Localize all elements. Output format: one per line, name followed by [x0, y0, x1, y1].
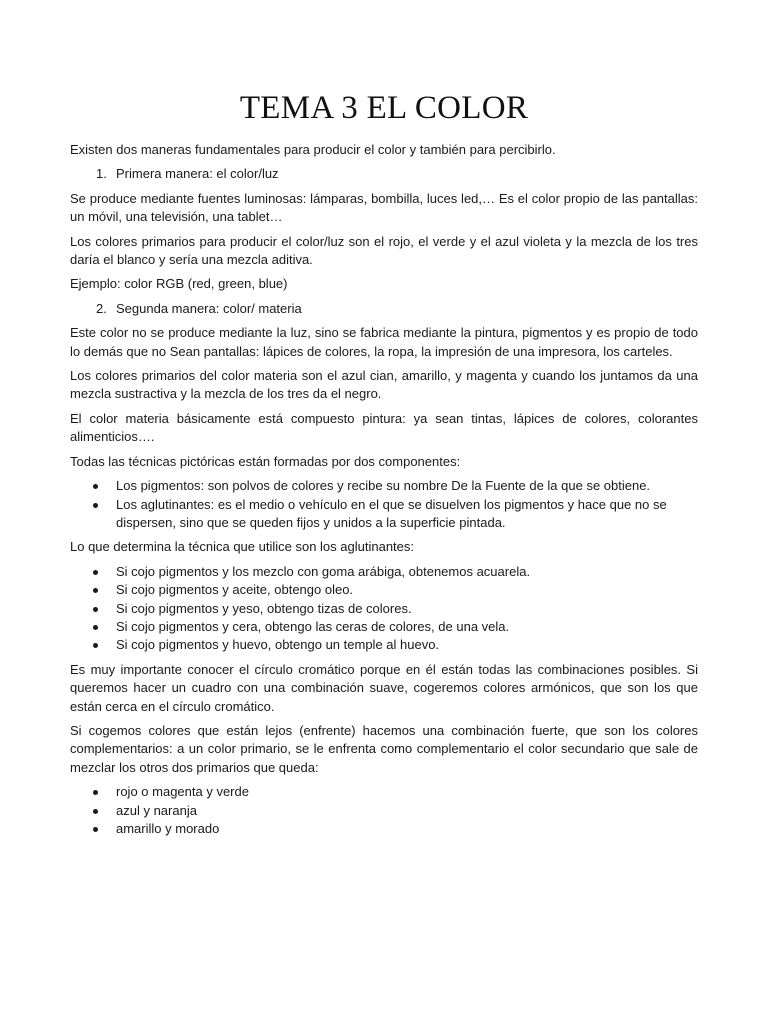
paragraph: Lo que determina la técnica que utilice son los aglutinantes:	[70, 539, 414, 555]
list-item-text: Si cojo pigmentos y aceite, obtengo oleo.	[116, 582, 354, 598]
bullet-list-item	[70, 783, 698, 801]
bullet-icon	[93, 625, 98, 630]
paragraph: Este color no se produce mediante la luz, sino se fabrica mediante la pintura, pigmentos y es propio de todo lo demás que no Sean pantallas: lápices de colores, la ropa, la impresión de una impresora, los carteles.	[70, 325, 698, 359]
paragraph: Los colores primarios para producir el color/luz son el rojo, el verde y el azul violeta y la mezcla de los tres daría el blanco y sería una mezcla aditiva.	[70, 233, 698, 268]
bullet-icon	[93, 643, 98, 648]
numbered-list-item	[70, 165, 698, 183]
numbered-list-item	[70, 300, 698, 318]
paragraph: Se produce mediante fuentes luminosas: lámparas, bombilla, luces led,… Es el color propio de las pantallas: un móvil, una televisión, una tablet…	[70, 190, 698, 225]
bullet-icon	[93, 570, 98, 575]
bullet-list-item	[70, 581, 698, 599]
list-item-text: amarillo y morado	[116, 821, 220, 836]
paragraph: Los colores primarios del color materia son el azul cian, amarillo, y magenta y cuando los juntamos da una mezcla sustractiva y la mezcla de los tres da el negro.	[70, 368, 698, 402]
document-title: TEMA 3 EL COLOR	[239, 90, 529, 126]
bullet-list-item	[70, 636, 698, 654]
bullet-list-item	[70, 802, 698, 820]
bullet-icon	[93, 588, 98, 593]
bullet-icon	[93, 503, 98, 508]
list-item-text: Si cojo pigmentos y los mezclo con goma arábiga, obtenemos acuarela.	[116, 563, 531, 579]
bullet-icon	[93, 827, 98, 832]
paragraph: Ejemplo: color RGB (red, green, blue)	[70, 276, 288, 292]
paragraph: Todas las técnicas pictóricas están formadas por dos componentes:	[70, 453, 461, 469]
list-number: 1.	[96, 166, 107, 182]
bullet-list	[70, 477, 698, 532]
paragraph: Si cogemos colores que están lejos (enfrente) hacemos una combinación fuerte, que son los colores complementarios: a un color primario, se le enfrenta como complementario el color secundario que sale de mezclar los otros dos primarios que queda:	[70, 722, 698, 775]
bullet-icon	[93, 809, 98, 814]
list-item-text: Los pigmentos: son polvos de colores y recibe su nombre De la Fuente de la que se obtiene.	[116, 478, 651, 494]
list-item-text: rojo o magenta y verde	[116, 784, 249, 800]
bullet-list-item	[70, 563, 698, 581]
bullet-list-item	[70, 477, 698, 495]
bullet-icon	[93, 607, 98, 612]
paragraph: Existen dos maneras fundamentales para producir el color y también para percibirlo.	[70, 142, 556, 157]
list-item-text: Si cojo pigmentos y huevo, obtengo un temple al huevo.	[116, 637, 440, 653]
paragraph: Es muy importante conocer el círculo cromático porque en él están todas las combinaciones posibles. Si queremos hacer un cuadro con una combinación suave, cogeremos colores armónicos, que son los que están cerca en el círculo cromático.	[70, 661, 698, 714]
list-item-text: Primera manera: el color/luz	[116, 166, 279, 182]
list-item-text: azul y naranja	[116, 802, 197, 818]
bullet-list-item	[70, 496, 698, 533]
list-item-text: Si cojo pigmentos y yeso, obtengo tizas de colores.	[116, 600, 412, 616]
bullet-icon	[93, 484, 98, 489]
bullet-list-item	[70, 618, 698, 636]
bullet-list	[70, 563, 698, 655]
bullet-list-item	[70, 600, 698, 618]
list-number: 2.	[96, 300, 107, 316]
bullet-icon	[93, 790, 98, 795]
list-item-text: Si cojo pigmentos y cera, obtengo las ceras de colores, de una vela.	[116, 618, 510, 634]
list-item-text: Los aglutinantes: es el medio o vehículo en el que se disuelven los pigmentos y hace que no se dispersen, sino que se queden fijos y unidos a la superficie pintada.	[116, 496, 667, 530]
paragraph: El color materia básicamente está compuesto pintura: ya sean tintas, lápices de colores, colorantes alimenticios….	[70, 410, 698, 445]
document-body	[70, 141, 698, 844]
bullet-list-item	[70, 820, 698, 838]
list-item-text: Segunda manera: color/ materia	[116, 300, 302, 316]
bullet-list	[70, 783, 698, 838]
